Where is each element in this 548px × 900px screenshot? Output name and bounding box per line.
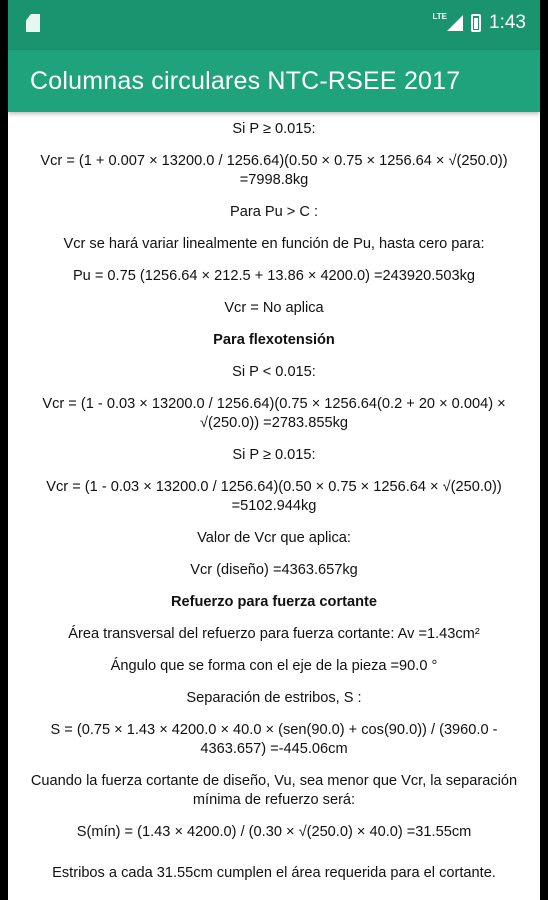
clock: 1:43 xyxy=(489,12,526,33)
result-line: S(mín) = (1.43 × 4200.0) / (0.30 × √(250.0) × 40.0) =31.55cm xyxy=(76,824,472,840)
result-line: Estribos a cada 31.55cm cumplen el área requerida para el cortante. xyxy=(52,865,496,881)
result-line: Para Pu > C : xyxy=(229,204,318,220)
result-line: Vcr = (1 - 0.03 × 13200.0 / 1256.64)(0.75 × 1256.64(0.2 + 20 × 0.004) × √(250.0)) =2783.855kg xyxy=(42,396,506,431)
result-line: Vcr = No aplica xyxy=(224,300,324,316)
app-bar xyxy=(8,50,540,112)
result-line: Valor de Vcr que aplica: xyxy=(197,530,351,546)
result-line: Vcr = (1 + 0.007 × 13200.0 / 1256.64)(0.50 × 0.75 × 1256.64 × √(250.0)) =7998.8kg xyxy=(40,153,508,188)
results-content[interactable] xyxy=(8,112,540,883)
signal-icon xyxy=(447,15,463,31)
status-bar xyxy=(8,0,540,50)
result-line: Cuando la fuerza cortante de diseño, Vu, sea menor que Vcr, la separación mínima de refuerzo será: xyxy=(30,773,518,808)
result-line: Área transversal del refuerzo para fuerza cortante: Av =1.43cm² xyxy=(68,626,480,642)
status-right xyxy=(433,12,527,34)
result-line: Si P ≥ 0.015: xyxy=(232,447,316,463)
sd-card-icon xyxy=(26,14,40,32)
result-line: Ángulo que se forma con el eje de la pieza =90.0 ° xyxy=(110,658,438,674)
section-heading: Refuerzo para fuerza cortante xyxy=(171,594,377,610)
result-line: Vcr (diseño) =4363.657kg xyxy=(190,562,358,578)
section-heading: Para flexotensión xyxy=(213,332,335,348)
result-line: S = (0.75 × 1.43 × 4200.0 × 40.0 × (sen(90.0) + cos(90.0)) / (3960.0 - 4363.657) =-445.06cm xyxy=(50,722,498,757)
result-line: Separación de estribos, S : xyxy=(186,690,362,706)
app-title: Columnas circulares NTC-RSEE 2017 xyxy=(30,66,461,95)
result-line: Si P < 0.015: xyxy=(232,364,316,380)
result-line: Si P ≥ 0.015: xyxy=(232,121,316,137)
result-line: Vcr se hará variar linealmente en función de Pu, hasta cero para: xyxy=(63,236,485,252)
app-window xyxy=(8,0,540,900)
battery-icon xyxy=(471,14,481,32)
result-line: Vcr = (1 - 0.03 × 13200.0 / 1256.64)(0.50 × 0.75 × 1256.64 × √(250.0)) =5102.944kg xyxy=(46,479,502,514)
result-line: Pu = 0.75 (1256.64 × 212.5 + 13.86 × 4200.0) =243920.503kg xyxy=(72,268,476,284)
network-type: LTE xyxy=(432,11,448,21)
